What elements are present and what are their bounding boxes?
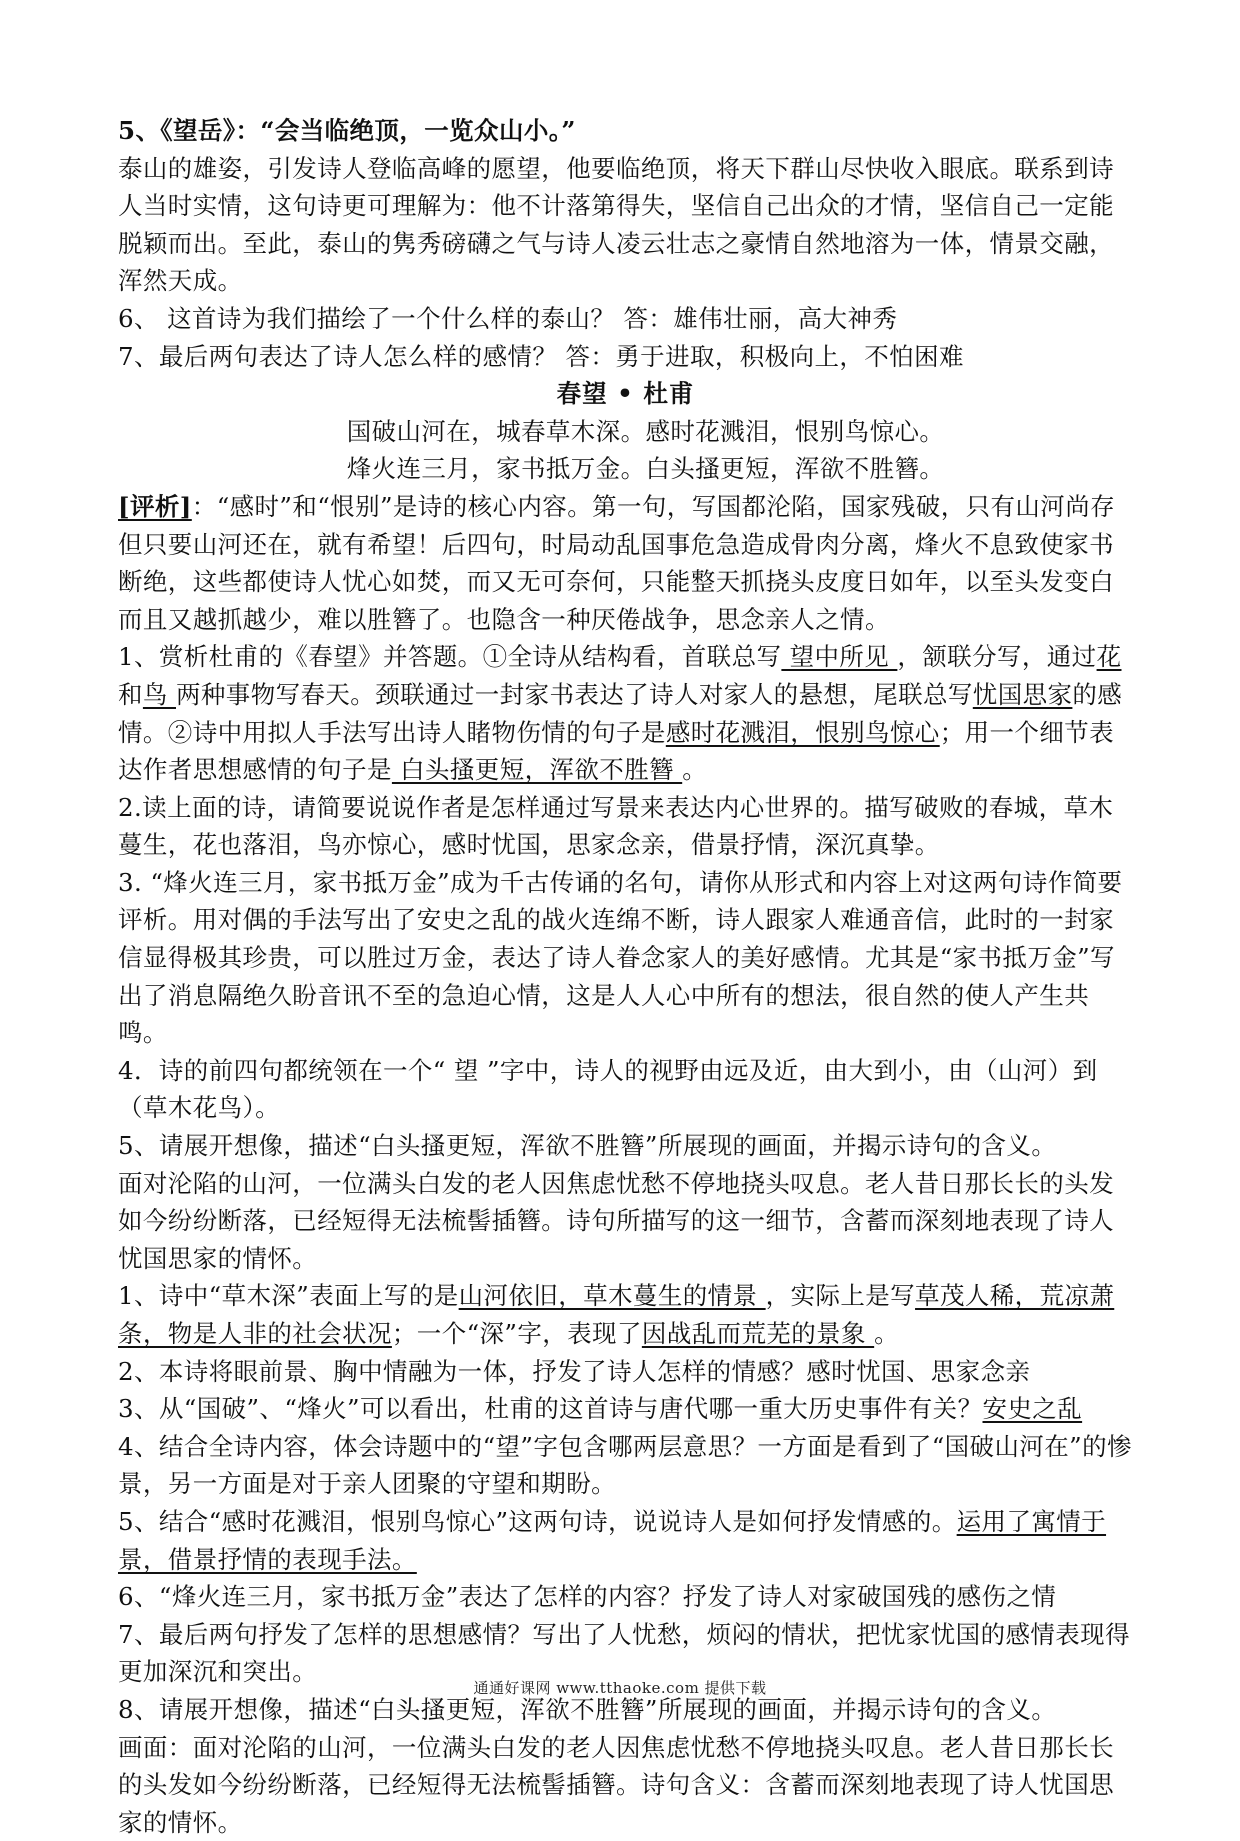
exercise-b-3 (118, 1390, 1133, 1428)
exercise-b-1-text: 。 (874, 1319, 900, 1348)
exercise-b-6: 6、“烽火连三月，家书抵万金”表达了怎样的内容？抒发了诗人对家破国残的感伤之情 (118, 1582, 1057, 1612)
document-body (118, 112, 1133, 1841)
exercise-b-1-text: ；一个“深”字，表现了 (391, 1319, 642, 1348)
exercise-b-1-text: 1、诗中“草木深”表面上写的是 (118, 1281, 459, 1311)
exercise-b-8-answer: 画面：面对沦陷的山河，一位满头白发的老人因焦虑忧愁不停地挠头叹息。老人昔日那长长的头发如今纷纷断落，已经短得无法梳髻插簪。诗句含义：含蓄而深刻地表现了诗人忧国思家的情怀。 (118, 1732, 1114, 1837)
analysis-label: [评析] (118, 491, 192, 521)
exercise-1-text: 1、赏析杜甫的《春望》并答题。①全诗从结构看，首联总写 (118, 642, 782, 672)
answer-blank: 山河依旧，草木蔓生的情景 (458, 1281, 766, 1311)
exercise-1-text: ，颔联分写，通过 (897, 642, 1097, 672)
answer-blank: 忧国思家 (972, 679, 1073, 709)
exercise-5-answer: 面对沦陷的山河，一位满头白发的老人因焦虑忧愁不停地挠头叹息。老人昔日那长长的头发如今纷纷断落，已经短得无法梳髻插簪。诗句所描写的这一细节，含蓄而深刻地表现了诗人忧国思家的情怀。 (118, 1168, 1114, 1273)
exercise-1-text: 。 (682, 755, 708, 785)
wangyue-commentary: 泰山的雄姿，引发诗人登临高峰的愿望，他要临绝顶，将天下群山尽快收入眼底。联系到诗人当时实情，这句诗更可理解为：他不计落第得失，坚信自己出众的才情，坚信自己一定能脱颖而出。至此，泰山的隽秀磅礴之气与诗人凌云壮志之豪情自然地溶为一体，情景交融，浑然天成。 (118, 153, 1114, 296)
poem-line-1: 国破山河在，城春草木深。感时花溅泪，恨别鸟惊心。 (346, 416, 945, 446)
answer-blank: 草茂人稀，荒凉萧条，物是人非的社会状况 (118, 1281, 1115, 1348)
exercise-b-4: 4、结合全诗内容，体会诗题中的“望”字包含哪两层意思？一方面是看到了“国破山河在”的惨景，另一方面是对于亲人团聚的守望和期盼。 (118, 1431, 1132, 1499)
exercise-1 (118, 638, 1133, 788)
section-heading-wangyue: 5、《望岳》：“会当临绝顶，一览众山小。” (118, 116, 576, 145)
answer-blank: 运用了寓情于景，借景抒情的表现手法。 (118, 1506, 1107, 1574)
exercise-b-3-text: 3、从“国破”、“烽火”可以看出，杜甫的这首诗与唐代哪一重大历史事件有关？ (118, 1394, 983, 1424)
poem-title: 春望 • 杜甫 (556, 379, 695, 409)
exercise-3: 3. “烽火连三月，家书抵万金”成为千古传诵的名句，请你从形式和内容上对这两句诗作简要评析。用对偶的手法写出了安史之乱的战火连绵不断，诗人跟家人难通音信，此时的一封家信显得极其珍贵，可以胜过万金，表达了诗人眷念家人的美好感情。尤其是“家书抵万金”写出了消息隔绝久盼音讯不至的急迫心情，这是人人心中所有的想法，很自然的使人产生共鸣。 (118, 867, 1123, 1048)
answer-blank: 因战乱而荒芜的景象 (641, 1319, 875, 1348)
exercise-b-5-text: 5、结合“感时花溅泪，恨别鸟惊心”这两句诗，说说诗人是如何抒发情感的。 (118, 1506, 957, 1536)
poem-line-2: 烽火连三月，家书抵万金。白头搔更短，浑欲不胜簪。 (346, 454, 945, 484)
exercise-b-8-question: 8、请展开想像，描述“白头搔更短，浑欲不胜簪”所展现的画面，并揭示诗句的含义。 (118, 1694, 1057, 1724)
exercise-b-1 (118, 1277, 1133, 1352)
wangyue-question-7: 7、最后两句表达了诗人怎么样的感情？ 答：勇于进取，积极向上，不怕困难 (118, 341, 964, 371)
poem-analysis (118, 488, 1133, 638)
exercise-5-question: 5、请展开想像，描述“白头搔更短，浑欲不胜簪”所展现的画面，并揭示诗句的含义。 (118, 1131, 1057, 1161)
exercise-4: 4．诗的前四句都统领在一个“ 望 ”字中，诗人的视野由远及近，由大到小，由（山河）到（草木花鸟）。 (118, 1055, 1098, 1123)
exercise-b-2: 2、本诗将眼前景、胸中情融为一体，抒发了诗人怎样的情感？感时忧国、思家念亲 (118, 1356, 1031, 1386)
exercise-2: 2.读上面的诗，请简要说说作者是怎样通过写景来表达内心世界的。描写破败的春城，草木蔓生，花也落泪，鸟亦惊心，感时忧国，思家念亲，借景抒情，深沉真挚。 (118, 792, 1114, 860)
answer-blank: 鸟 (142, 679, 176, 709)
exercise-1-text: 的感情。②诗中用拟人手法写出诗人睹物伤情的句子是 (118, 679, 1123, 747)
exercise-b-5 (118, 1503, 1133, 1578)
exercise-1-text: 和 (118, 679, 143, 709)
exercise-b-1-text: ，实际上是写 (765, 1281, 916, 1311)
answer-blank: 花 (1096, 642, 1122, 672)
answer-blank: 感时花溅泪，恨别鸟惊心 (665, 717, 940, 747)
answer-blank: 白头搔更短，浑欲不胜簪 (391, 755, 683, 785)
analysis-text: ：“感时”和“恨别”是诗的核心内容。第一句，写国都沦陷，国家残破，只有山河尚存但只要山河还在，就有希望！后四句，时局动乱国事危急造成骨肉分离，烽火不息致使家书断绝，这些都使诗人忧心如焚，而又无可奈何，只能整天抓挠头皮度日如年，以至头发变白而且又越抓越少，难以胜簪了。也隐含一种厌倦战争，思念亲人之情。 (118, 491, 1115, 634)
answer-blank: 望中所见 (781, 642, 898, 672)
page-footer: 通通好课网 www.tthaoke.com 提供下载 (473, 1679, 767, 1697)
exercise-1-text: 两种事物写春天。颈联通过一封家书表达了诗人对家人的悬想，尾联总写 (176, 679, 973, 709)
answer-blank: 安史之乱 (982, 1394, 1083, 1424)
wangyue-question-6: 6、 这首诗为我们描绘了一个什么样的泰山？ 答：雄伟壮丽，高大神秀 (118, 303, 898, 333)
exercise-1-text: ；用一个细节表达作者思想感情的句子是 (118, 717, 1115, 785)
exercise-b-7: 7、最后两句抒发了怎样的思想感情？写出了人忧愁，烦闷的情状，把忧家忧国的感情表现得更加深沉和突出。 (118, 1619, 1130, 1687)
